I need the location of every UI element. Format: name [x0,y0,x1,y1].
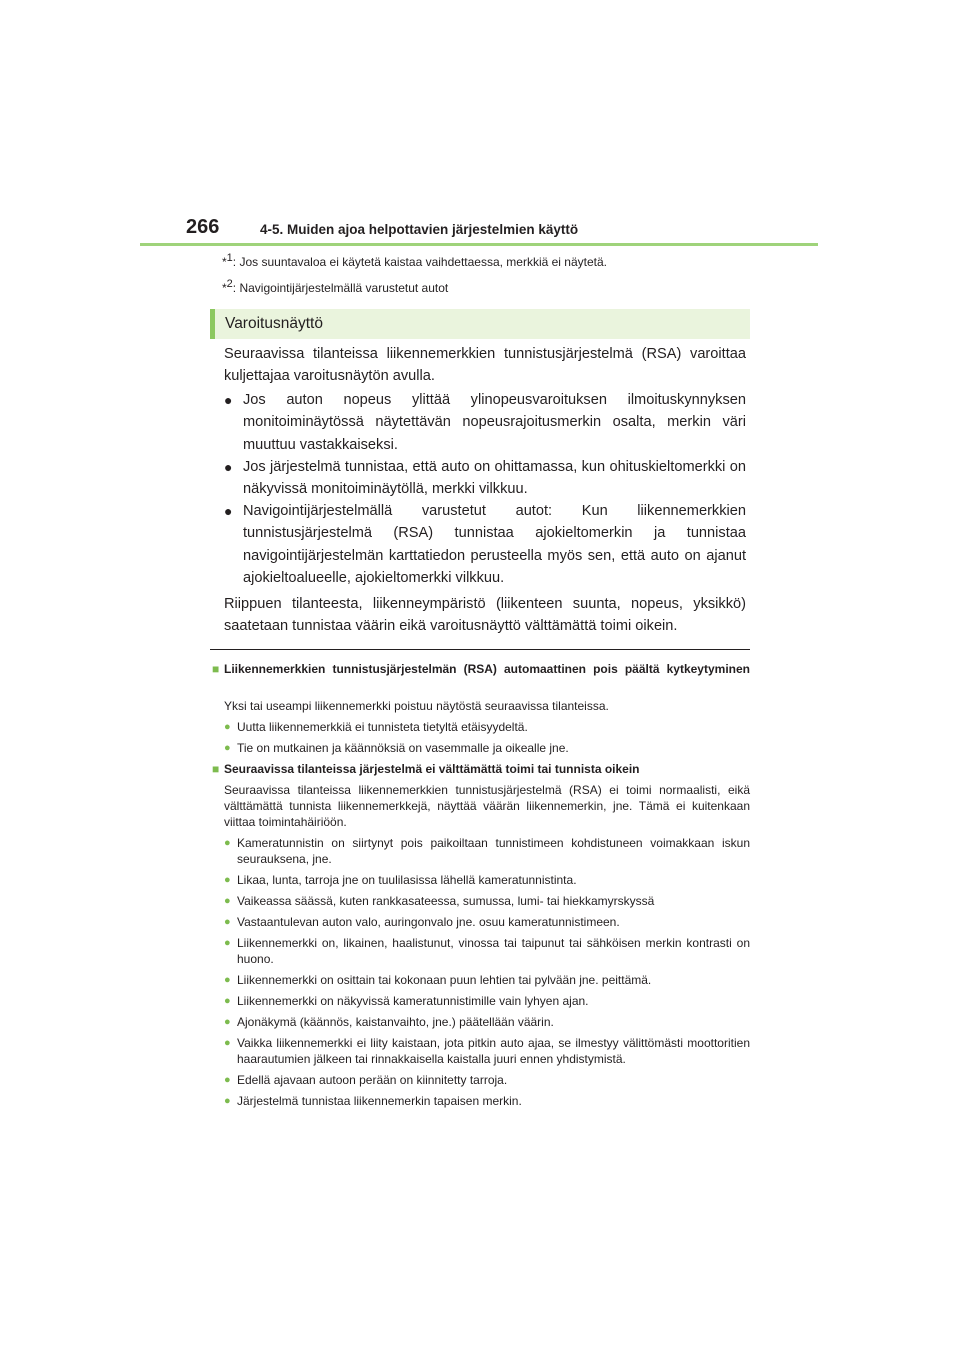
list-item [224,972,750,988]
subsection-heading [212,661,750,677]
list-item [224,456,746,501]
page-header [140,212,818,248]
list-item-text: Tie on mutkainen ja käännöksiä on vasemmalle ja oikealle jne. [237,741,569,755]
section-outro: Riippuen tilanteesta, liikenneympäristö (liikenteen suunta, nopeus, yksikkö) saatetaan tunnistaa väärin eikä varoitusnäyttö välttämättä toimi oikein. [224,596,746,635]
list-item [224,1093,750,1109]
list-item [224,500,746,590]
footnote-sup: 2 [226,278,233,290]
list-item-text: Vaikeassa säässä, kuten rankkasateessa, sumussa, lumi- tai hiekkamyrskyssä [237,894,655,908]
list-item [224,993,750,1009]
square-bullet-icon: ■ [212,762,220,776]
subsection-intro: Seuraavissa tilanteissa liikennemerkkien tunnistusjärjestelmä (RSA) ei toimi normaalisti, eikä välttämättä tunnista liikennemerkkejä, näyttää väärän liikennemerkin, jne. Tämä ei kuitenkaan viittaa toimintahäiriöön. [224,783,750,829]
header-rule [140,243,818,246]
bullet-icon: ● [224,1095,231,1107]
footnote-1 [222,252,607,269]
section-intro: Seuraavissa tilanteissa liikennemerkkien tunnistusjärjestelmä (RSA) varoittaa kuljettajaa varoitusnäytön avulla. [224,346,746,385]
bullet-icon: ● [224,721,231,733]
list-item [224,1035,750,1067]
section-title-box [210,309,750,339]
list-item [224,835,750,867]
list-item [224,893,750,909]
list-item-text: Vaikka liikennemerkki ei liity kaistaan, jota pitkin auto ajaa, se ilmestyy välittömästi moottoritien haarautumien jälkeen tai rinnakkaisella kaistalla juuri ennen yhdistymistä. [237,1036,750,1066]
list-item [224,872,750,888]
bullet-icon: ● [224,916,231,928]
bullet-icon: ● [224,1016,231,1028]
divider [210,649,750,650]
list-item-text: Vastaantulevan auton valo, auringonvalo jne. osuu kameratunnistimeen. [237,915,620,929]
subsection-heading-text: Liikennemerkkien tunnistusjärjestelmän (RSA) automaattinen pois päältä kytkeytyminen [224,662,750,676]
bullet-icon: ● [224,503,233,519]
bullet-icon: ● [224,742,231,754]
list-item-text: Liikennemerkki on osittain tai kokonaan puun lehtien tai pylvään jne. peittämä. [237,973,652,987]
footnote-sup: 1 [226,252,233,264]
list-item [224,740,750,756]
bullet-icon: ● [224,392,233,408]
chapter-title: 4-5. Muiden ajoa helpottavien järjestelmien käyttö [260,222,579,237]
list-item [224,914,750,930]
page-number: 266 [186,216,220,238]
section-title: Varoitusnäyttö [225,315,323,332]
bullet-icon: ● [224,837,231,849]
bullet-icon: ● [224,937,231,949]
footnote-text: : Navigointijärjestelmällä varustetut autot [232,281,449,295]
list-item-text: Liikennemerkki on, likainen, haalistunut, vinossa tai taipunut tai sähköisen merkin kontrasti on huono. [237,936,750,966]
bullet-icon: ● [224,995,231,1007]
footnote-mark: * [222,281,227,295]
list-item-text: Kameratunnistin on siirtynyt pois paikoiltaan tunnistimeen kohdistuneen voimakkaan iskun seurauksena, jne. [237,836,750,866]
list-item-text: Uutta liikennemerkkiä ei tunnisteta tietyltä etäisyydeltä. [237,720,528,734]
list-item-text: Navigointijärjestelmällä varustetut autot: Kun liikennemerkkien tunnistusjärjestelmä (RSA) tunnistaa ajokieltomerkin ja tunnistaa navigointijärjestelmän karttatiedon perusteella myös sen, että auto on ajanut ajokieltoalueelle, ajokieltomerkki vilkkuu. [243,503,746,587]
bullet-icon: ● [224,874,231,886]
footnote-2 [222,278,448,295]
bullet-icon: ● [224,1074,231,1086]
list-item-text: Edellä ajavaan autoon perään on kiinnitetty tarroja. [237,1073,508,1087]
list-item [224,1072,750,1088]
list-item [224,719,750,735]
footnote-text: : Jos suuntavaloa ei käytetä kaistaa vaihdettaessa, merkkiä ei näytetä. [232,255,608,269]
bullet-icon: ● [224,1037,231,1049]
subsection-heading [212,761,750,777]
subsection-intro: Yksi tai useampi liikennemerkki poistuu näytöstä seuraavissa tilanteissa. [224,699,609,713]
bullet-icon: ● [224,895,231,907]
footnote-mark: * [222,255,227,269]
list-item-text: Järjestelmä tunnistaa liikennemerkin tapaisen merkin. [237,1094,522,1108]
list-item [224,1014,750,1030]
list-item-text: Jos järjestelmä tunnistaa, että auto on ohittamassa, kun ohituskieltomerkki on näkyvissä monitoiminäytöllä, merkki vilkkuu. [243,459,746,498]
bullet-icon: ● [224,974,231,986]
list-item [224,935,750,967]
list-item-text: Ajonäkymä (käännös, kaistanvaihto, jne.) päätellään väärin. [237,1015,554,1029]
list-item-text: Liikennemerkki on näkyvissä kameratunnistimille vain lyhyen ajan. [237,994,589,1008]
square-bullet-icon: ■ [212,662,220,676]
subsection-heading-text: Seuraavissa tilanteissa järjestelmä ei välttämättä toimi tai tunnista oikein [224,762,640,776]
bullet-icon: ● [224,459,233,475]
list-item-text: Jos auton nopeus ylittää ylinopeusvaroituksen ilmoituskynnyksen monitoiminäytössä näytettävän nopeusrajoitusmerkin osalta, merkin väri muuttuu vastakkaiseksi. [243,392,746,453]
list-item [224,389,746,456]
list-item-text: Likaa, lunta, tarroja jne on tuulilasissa lähellä kameratunnistinta. [237,873,577,887]
